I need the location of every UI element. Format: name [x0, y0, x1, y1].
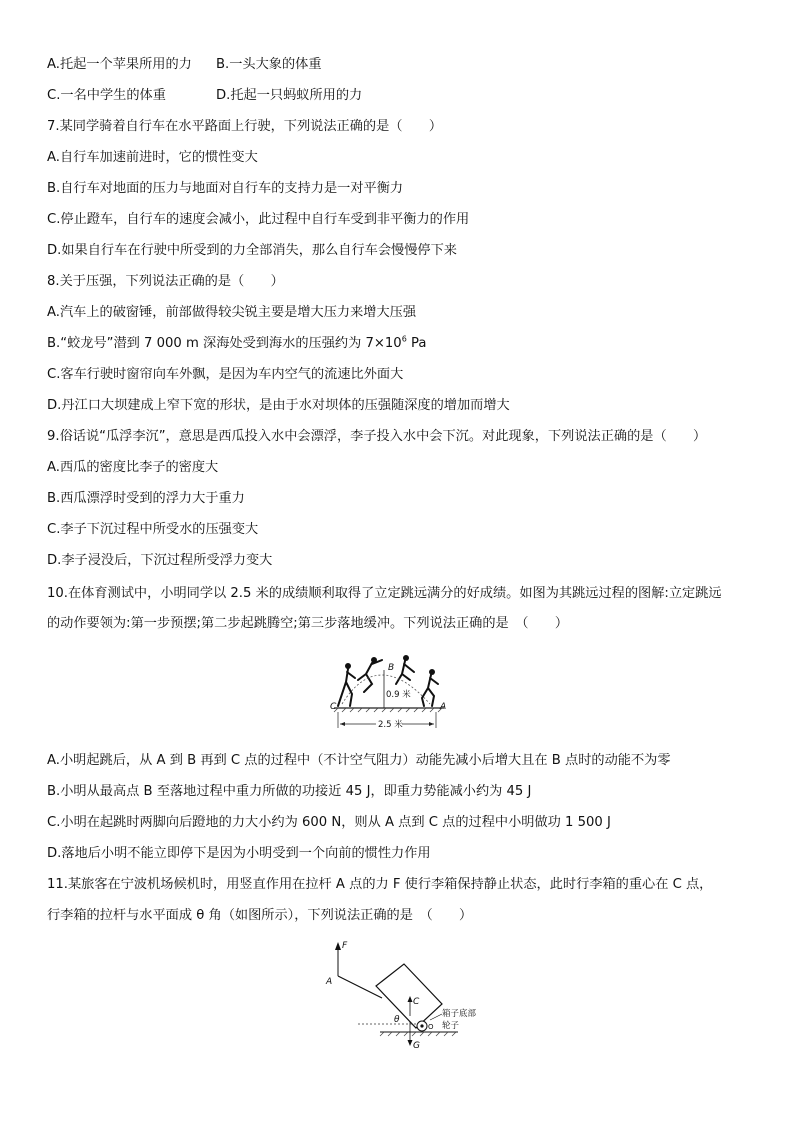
figure-point-c: C — [330, 702, 337, 712]
q7-option-a: A.自行车加速前进时，它的惯性变大 — [47, 150, 258, 165]
q8-option-b-unit: Pa — [406, 336, 427, 351]
q6-option-d: D.托起一只蚂蚁所用的力 — [216, 88, 363, 103]
q10-option-c: C.小明在起跳时两脚向后蹬地的力大小约为 600 N，则从 A 点到 C 点的过程中小明做功 1 500 J — [47, 815, 611, 830]
q10-option-d: D.落地后小明不能立即停下是因为小明受到一个向前的惯性力作用 — [47, 846, 431, 861]
figure-box-bottom-label: 箱子底部 — [442, 1009, 477, 1019]
figure-height-label: 0.9 米 — [386, 690, 411, 700]
q9-option-c: C.李子下沉过程中所受水的压强变大 — [47, 522, 259, 537]
q7-option-d: D.如果自行车在行驶中所受到的力全部消失，那么自行车会慢慢停下来 — [47, 243, 457, 258]
q9-option-b: B.西瓜漂浮时受到的浮力大于重力 — [47, 491, 245, 506]
q9-option-d: D.李子浸没后，下沉过程所受浮力变大 — [47, 553, 273, 568]
figure-force-f: F — [342, 941, 348, 951]
q6-option-a: A.托起一个苹果所用的力 — [47, 57, 192, 72]
q6-option-c: C.一名中学生的体重 — [47, 88, 166, 103]
q8-option-b-exponent: 6 — [401, 334, 407, 344]
figure-gravity-g: G — [413, 1041, 420, 1051]
q6-option-b: B.一头大象的体重 — [216, 57, 322, 72]
q8-stem: 8.关于压强，下列说法正确的是（ ） — [47, 274, 284, 289]
q8-option-d: D.丹江口大坝建成上窄下宽的形状，是由于水对坝体的压强随深度的增加而增大 — [47, 398, 510, 413]
q8-option-c: C.客车行驶时窗帘向车外飘，是因为车内空气的流速比外面大 — [47, 367, 404, 382]
q10-option-b: B.小明从最高点 B 至落地过程中重力所做的功接近 45 J，即重力势能减小约为 45 J — [47, 784, 532, 799]
q8-option-a: A.汽车上的破窗锤，前部做得较尖锐主要是增大压力来增大压强 — [47, 305, 417, 320]
figure-pivot-o: O — [428, 1023, 434, 1031]
q10-option-a: A.小明起跳后，从 A 到 B 再到 C 点的过程中（不计空气阻力）动能先减小后增大且在 B 点时的动能不为零 — [47, 753, 671, 768]
q10-stem-line2: 的动作要领为:第一步预摆;第二步起跳腾空;第三步落地缓冲。下列说法正确的是 （ ） — [47, 616, 569, 631]
figure-point-b: B — [388, 663, 395, 673]
q8-option-b — [47, 335, 426, 353]
figure-point-a-handle: A — [326, 977, 333, 987]
q7-stem: 7.某同学骑着自行车在水平路面上行驶，下列说法正确的是（ ） — [47, 119, 443, 134]
q9-option-a: A.西瓜的密度比李子的密度大 — [47, 460, 219, 475]
q7-option-b: B.自行车对地面的压力与地面对自行车的支持力是一对平衡力 — [47, 181, 404, 196]
figure-angle-theta: θ — [394, 1015, 400, 1025]
q8-option-b-text: B.“蛟龙号”潜到 7 000 m 深海处受到海水的压强约为 7×10 — [47, 336, 402, 351]
figure-width-label: 2.5 米 — [378, 720, 403, 730]
long-jump-figure — [328, 650, 448, 736]
figure-point-a: A — [440, 702, 447, 712]
luggage-figure — [318, 936, 488, 1052]
q10-stem-line1: 10.在体育测试中，小明同学以 2.5 米的成绩顺利取得了立定跳远满分的好成绩。如图为其跳远过程的图解:立定跳远 — [47, 586, 722, 601]
q7-option-c: C.停止蹬车，自行车的速度会减小，此过程中自行车受到非平衡力的作用 — [47, 212, 470, 227]
figure-wheel-label: 轮子 — [442, 1021, 460, 1031]
q11-stem-line2: 行李箱的拉杆与水平面成 θ 角（如图所示），下列说法正确的是 （ ） — [47, 908, 473, 923]
figure-point-c-center: C — [413, 997, 420, 1007]
q11-stem-line1: 11.某旅客在宁波机场候机时，用竖直作用在拉杆 A 点的力 F 使行李箱保持静止状态，此时行李箱的重心在 C 点， — [47, 877, 713, 892]
q9-stem: 9.俗话说“瓜浮李沉”，意思是西瓜投入水中会漂浮，李子投入水中会下沉。对此现象，下列说法正确的是（ ） — [47, 429, 707, 444]
